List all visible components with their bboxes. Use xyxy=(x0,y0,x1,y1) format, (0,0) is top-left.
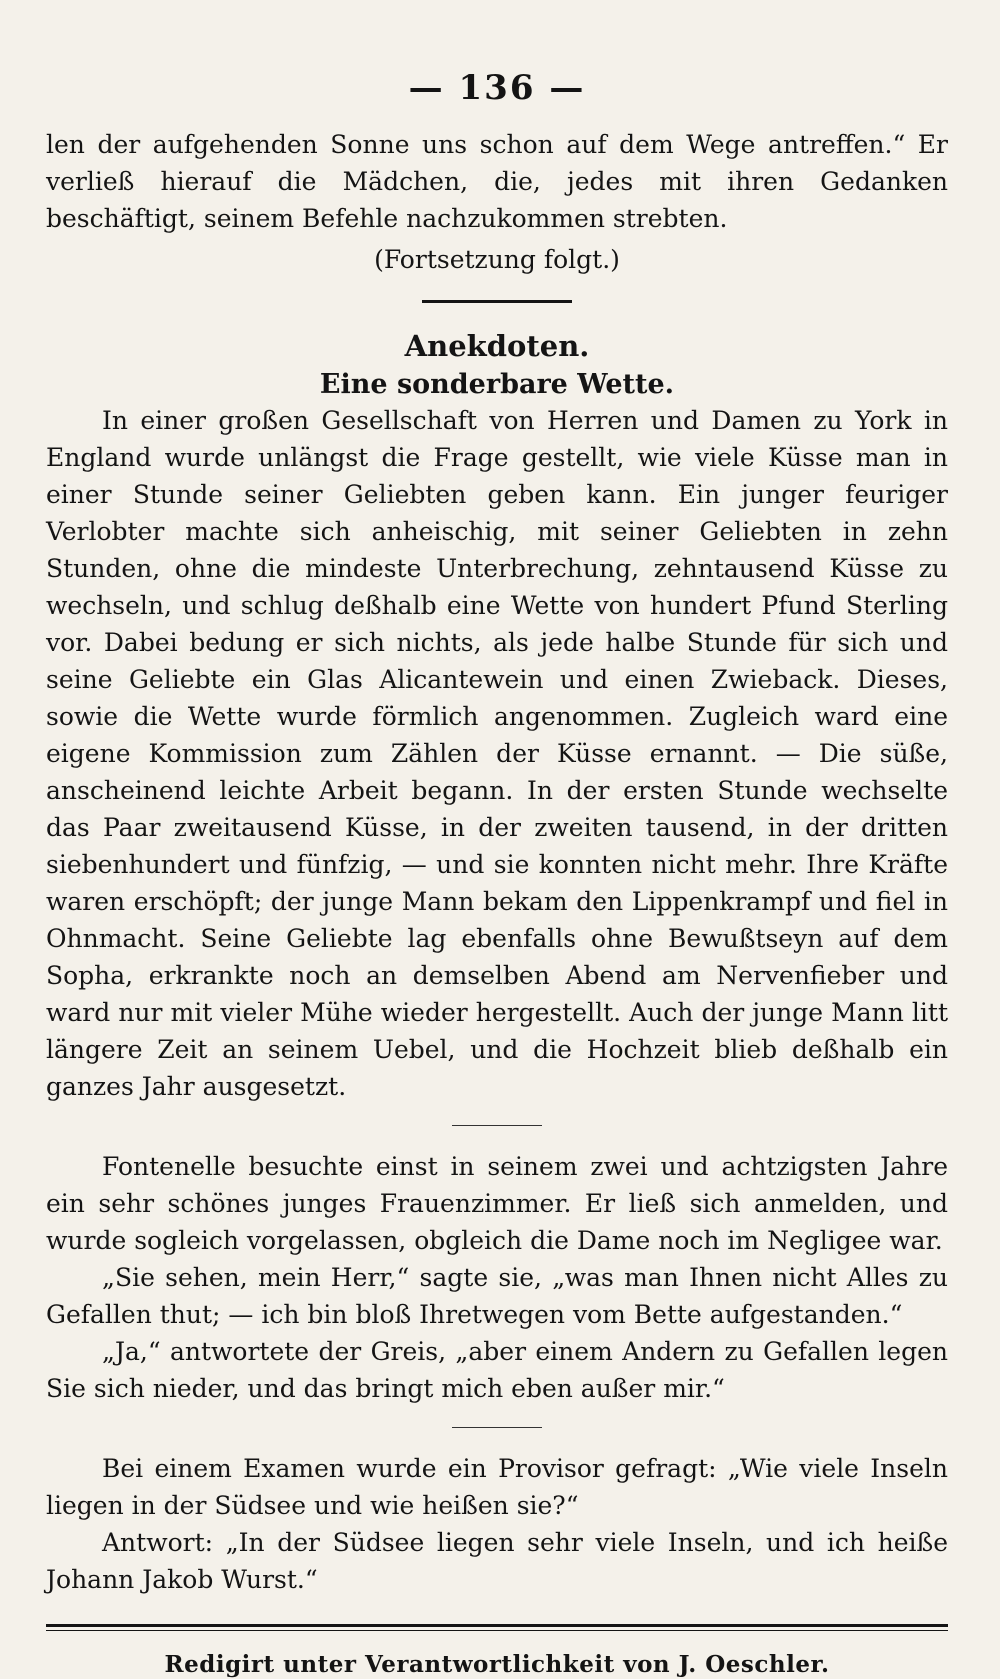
anecdote-paragraph: Fontenelle besuchte einst in seinem zwei und achtzigsten Jahre ein sehr schönes junges Frauenzimmer. Er ließ sich anmelden, und wurde sogleich vorgelassen, obgleich die Dame noch im Negligee war. xyxy=(46,1152,948,1255)
anecdote-title: Eine sonderbare Wette. xyxy=(319,369,675,400)
anecdote-paragraph: Bei einem Examen wurde ein Provisor gefragt: „Wie viele Inseln liegen in der Südsee und wie heißen sie?“ xyxy=(46,1454,948,1520)
anecdotes-heading: Anekdoten. xyxy=(404,329,590,363)
anecdote-paragraph: Antwort: „In der Südsee liegen sehr viele Inseln, und ich heiße Johann Jakob Wurst.“ xyxy=(46,1528,948,1594)
section-divider xyxy=(422,300,572,303)
continued-note: (Fortsetzung folgt.) xyxy=(374,245,620,274)
anecdote-paragraph: In einer großen Gesellschaft von Herren und Damen zu York in England wurde unlängst die Frage gestellt, wie viele Küsse man in einer Stunde seiner Geliebten geben kann. Ein junger feuriger Verlobter machte sich anheischig, mit seiner Geliebten in zehn Stunden, ohne die mindeste Unterbrechung, zehntausend Küsse zu wechseln, und schlug deßhalb eine Wette von hundert Pfund Sterling vor. Dabei bedung er sich nichts, als jede halbe Stunde für sich und seine Geliebte ein Glas Alicantewein und einen Zwieback. Dieses, sowie die Wette wurde förmlich angenommen. Zugleich ward eine eigene Kommission zum Zählen der Küsse ernannt. — Die süße, anscheinend leichte Arbeit begann. In der ersten Stunde wechselte das Paar zweitausend Küsse, in der zweiten tausend, in der dritten siebenhundert und fünfzig, — und sie konnten nicht mehr. Ihre Kräfte waren erschöpft; der junge Mann bekam den Lippenkrampf und fiel in Ohnmacht. Seine Geliebte lag ebenfalls ohne Bewußtseyn auf dem Sopha, erkrankte noch an demselben Abend am Nervenfieber und ward nur mit vieler Mühe wieder hergestellt. Auch der junge Mann litt längere Zeit an seinem Uebel, und die Hochzeit blieb deßhalb ein ganzes Jahr ausgesetzt. xyxy=(46,406,948,1101)
anecdote-divider xyxy=(452,1427,542,1428)
footer-rule-thin xyxy=(46,1630,948,1631)
anecdote-paragraph: „Sie sehen, mein Herr,“ sagte sie, „was man Ihnen nicht Alles zu Gefallen thut; — ich bin bloß Ihretwegen vom Bette aufgestanden.“ xyxy=(46,1263,948,1329)
footer-rule xyxy=(46,1624,948,1627)
editor-imprint: Redigirt unter Verantwortlichkeit von J. Oeschler. xyxy=(164,1651,830,1678)
continued-story-paragraph: len der aufgehenden Sonne uns schon auf dem Wege antreffen.“ Er verließ hierauf die Mädchen, die, jedes mit ihren Gedanken beschäftigt, seinem Befehle nachzukommen strebten. xyxy=(46,130,948,233)
anecdote-paragraph: „Ja,“ antwortete der Greis, „aber einem Andern zu Gefallen legen Sie sich nieder, und das bringt mich eben außer mir.“ xyxy=(46,1337,948,1403)
page-number: — 136 — xyxy=(408,68,586,108)
anecdote-divider xyxy=(452,1125,542,1126)
